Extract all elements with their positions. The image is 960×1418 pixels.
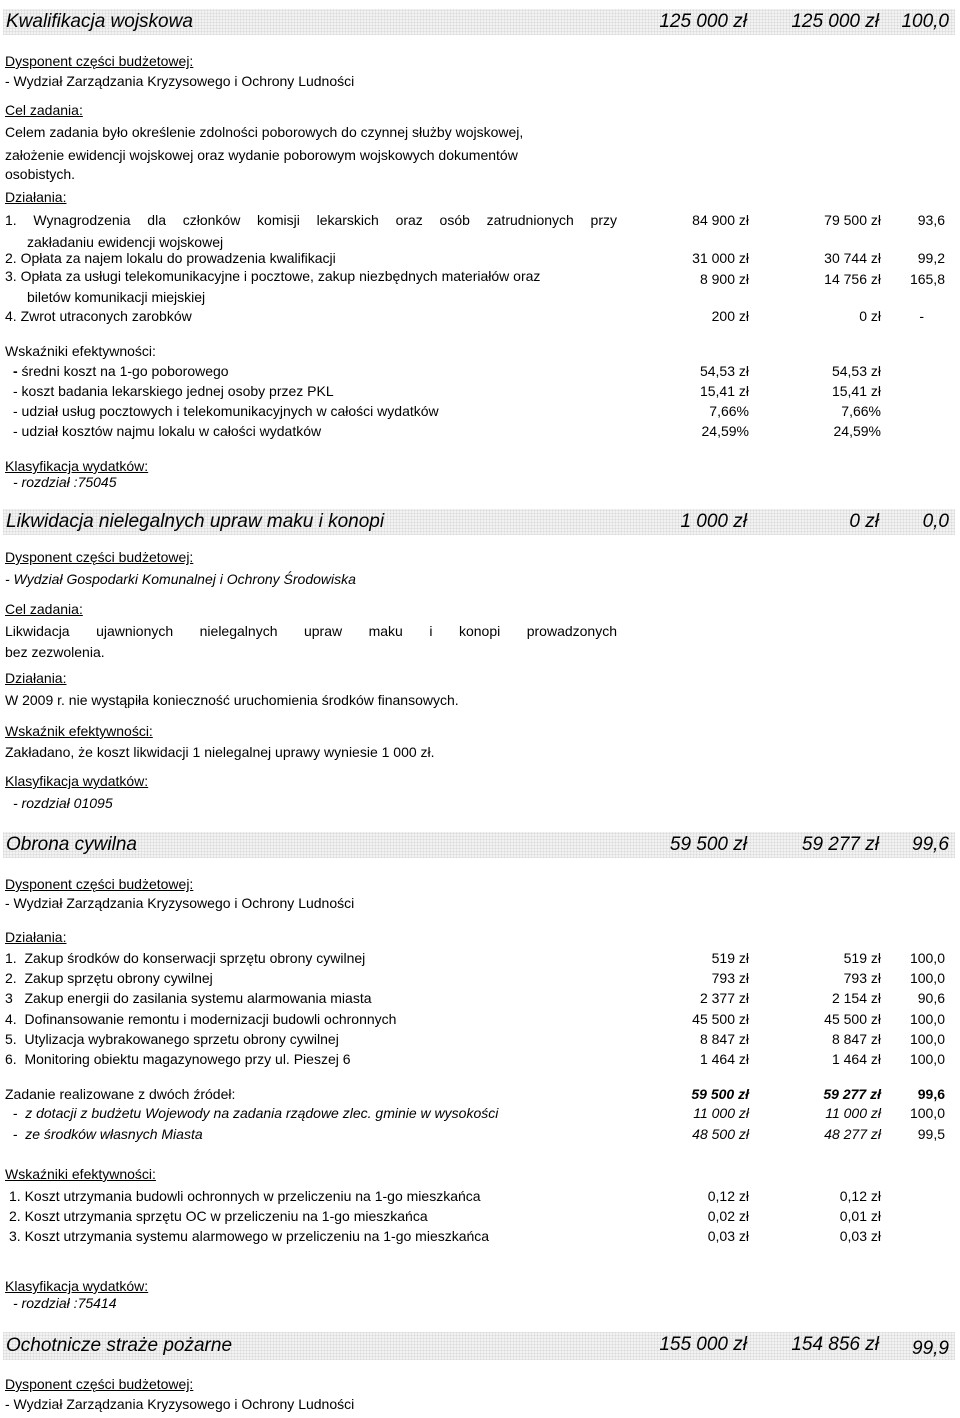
section-plan-amount: 1 000 zł	[680, 511, 747, 532]
indicator-executed: 7,66%	[841, 403, 881, 419]
funding-plan: 48 500 zł	[692, 1126, 749, 1142]
goal-line: założenie ewidencji wojskowej oraz wydanie poborowym wojskowych dokumentów	[5, 147, 518, 163]
action-executed: 79 500 zł	[824, 212, 881, 228]
indicator-plan: 0,02 zł	[707, 1208, 749, 1224]
action-plan: 45 500 zł	[692, 1011, 749, 1027]
indicator-plan: 15,41 zł	[699, 383, 749, 399]
indicators-label: Wskaźniki efektywności:	[5, 343, 156, 359]
indicator-dash: -	[13, 403, 18, 419]
indicator-executed: 0,03 zł	[839, 1228, 881, 1244]
action-plan: 1 464 zł	[699, 1051, 749, 1067]
indicator-plan: 0,03 zł	[707, 1228, 749, 1244]
goal-label: Cel zadania:	[5, 102, 83, 118]
actions-label: Działania:	[5, 929, 67, 945]
section-header-osp	[3, 1332, 955, 1360]
action-text: 3 Zakup energii do zasilania systemu alarmowania miasta	[5, 990, 372, 1006]
indicators-label: Wskaźniki efektywności:	[5, 1166, 156, 1182]
funding-plan: 11 000 zł	[693, 1105, 749, 1121]
funding-text: Zadanie realizowane z dwóch źródeł:	[5, 1086, 236, 1102]
classification-value: - rozdział :75414	[13, 1295, 117, 1311]
funding-executed: 59 277 zł	[823, 1086, 881, 1102]
action-percent: 100,0	[909, 1011, 945, 1027]
indicator-text: Zakładano, że koszt likwidacji 1 nielegalnej uprawy wyniesie 1 000 zł.	[5, 744, 435, 760]
indicator-plan: 7,66%	[709, 403, 749, 419]
action-percent: 100,0	[909, 970, 945, 986]
classification-label: Klasyfikacja wydatków:	[5, 1278, 149, 1294]
funding-executed: 11 000 zł	[825, 1105, 881, 1121]
action-text: 4. Zwrot utraconych zarobków	[5, 308, 192, 324]
actions-text: W 2009 r. nie wystąpiła konieczność uruchomienia środków finansowych.	[5, 692, 459, 708]
dysponent-value: - Wydział Zarządzania Kryzysowego i Ochrony Ludności	[5, 1396, 355, 1412]
indicator-text: średni koszt na 1-go poborowego	[17, 363, 229, 379]
indicator-text: 3. Koszt utrzymania systemu alarmowego w przeliczeniu na 1-go mieszkańca	[9, 1228, 490, 1244]
action-text: 5. Utylizacja wybrakowanego sprzetu obrony cywilnej	[5, 1031, 339, 1047]
classification-value: - rozdział :75045	[13, 474, 117, 490]
funding-percent: 99,5	[917, 1126, 945, 1142]
section-title: Ochotnicze straże pożarne	[6, 1335, 233, 1356]
action-text-cont: zakładaniu ewidencji wojskowej	[27, 234, 224, 250]
goal-line: Likwidacja ujawnionych nielegalnych upraw maku i konopi prowadzonych	[5, 623, 617, 639]
indicator-label: Wskaźnik efektywności:	[5, 723, 153, 739]
action-executed: 0 zł	[859, 308, 881, 324]
section-percent: 0,0	[922, 511, 949, 532]
indicator-dash: -	[13, 423, 18, 439]
funding-executed: 48 277 zł	[824, 1126, 881, 1142]
section-plan-amount: 59 500 zł	[669, 834, 747, 855]
action-percent: 165,8	[909, 271, 945, 287]
section-percent: 99,6	[912, 834, 949, 855]
goal-line: Celem zadania było określenie zdolności poborowych do czynnej służby wojskowej,	[5, 124, 524, 140]
action-text: 4. Dofinansowanie remontu i modernizacji budowli ochronnych	[5, 1011, 397, 1027]
section-header-kwalifikacja	[3, 9, 955, 35]
action-plan: 519 zł	[711, 950, 749, 966]
action-plan: 8 847 zł	[699, 1031, 749, 1047]
action-text: 2. Zakup sprzętu obrony cywilnej	[5, 970, 213, 986]
action-plan: 2 377 zł	[699, 990, 749, 1006]
goal-line: bez zezwolenia.	[5, 644, 105, 660]
section-plan-amount: 155 000 zł	[659, 1334, 747, 1355]
section-percent: 99,9	[912, 1338, 949, 1359]
action-executed: 519 zł	[843, 950, 881, 966]
indicator-text: 2. Koszt utrzymania sprzętu OC w przeliczeniu na 1-go mieszkańca	[9, 1208, 428, 1224]
indicator-executed: 24,59%	[833, 423, 881, 439]
action-plan: 84 900 zł	[692, 212, 749, 228]
action-plan: 200 zł	[711, 308, 749, 324]
dysponent-label: Dysponent części budżetowej:	[5, 549, 194, 565]
section-header-obrona-cywilna	[3, 832, 955, 858]
action-executed: 1 464 zł	[831, 1051, 881, 1067]
section-executed-amount: 125 000 zł	[791, 11, 879, 32]
action-executed: 14 756 zł	[824, 271, 881, 287]
action-text: 3. Opłata za usługi telekomunikacyjne i pocztowe, zakup niezbędnych materiałów oraz	[5, 268, 541, 284]
indicator-dash: -	[13, 383, 18, 399]
goal-label: Cel zadania:	[5, 601, 83, 617]
indicator-plan: 24,59%	[701, 423, 749, 439]
funding-text: - ze środków własnych Miasta	[5, 1126, 203, 1142]
action-text: 1. Wynagrodzenia dla członków komisji lekarskich oraz osób zatrudnionych przy	[5, 212, 617, 228]
dysponent-label: Dysponent części budżetowej:	[5, 1376, 194, 1392]
action-executed: 30 744 zł	[824, 250, 881, 266]
indicator-text: koszt badania lekarskiego jednej osoby przez PKL	[17, 383, 334, 399]
action-percent: -	[919, 308, 924, 324]
indicator-plan: 0,12 zł	[707, 1188, 749, 1204]
action-text-cont: biletów komunikacji miejskiej	[27, 289, 206, 305]
funding-plan: 59 500 zł	[691, 1086, 749, 1102]
action-percent: 100,0	[909, 1051, 945, 1067]
section-executed-amount: 0 zł	[849, 511, 879, 532]
indicator-text: udział kosztów najmu lokalu w całości wydatków	[17, 423, 322, 439]
action-plan: 31 000 zł	[692, 250, 749, 266]
action-executed: 8 847 zł	[831, 1031, 881, 1047]
funding-percent: 99,6	[917, 1086, 945, 1102]
funding-text: - z dotacji z budżetu Wojewody na zadania rządowe zlec. gminie w wysokości	[5, 1105, 499, 1121]
indicator-text: udział usług pocztowych i telekomunikacyjnych w całości wydatków	[17, 403, 439, 419]
action-executed: 793 zł	[843, 970, 881, 986]
action-plan: 8 900 zł	[699, 271, 749, 287]
action-percent: 100,0	[909, 1031, 945, 1047]
indicator-executed: 15,41 zł	[831, 383, 881, 399]
indicator-executed: 0,01 zł	[839, 1208, 881, 1224]
classification-label: Klasyfikacja wydatków:	[5, 773, 149, 789]
section-header-likwidacja	[3, 509, 955, 535]
dysponent-value: - Wydział Gospodarki Komunalnej i Ochrony Środowiska	[5, 571, 356, 587]
action-executed: 45 500 zł	[824, 1011, 881, 1027]
action-percent: 99,2	[917, 250, 945, 266]
indicator-executed: 54,53 zł	[831, 363, 881, 379]
section-percent: 100,0	[901, 11, 949, 32]
indicator-executed: 0,12 zł	[839, 1188, 881, 1204]
section-plan-amount: 125 000 zł	[659, 11, 747, 32]
action-percent: 100,0	[909, 950, 945, 966]
action-percent: 93,6	[917, 212, 945, 228]
action-text: 6. Monitoring obiektu magazynowego przy ul. Pieszej 6	[5, 1051, 351, 1067]
action-executed: 2 154 zł	[831, 990, 881, 1006]
classification-label: Klasyfikacja wydatków:	[5, 458, 149, 474]
dysponent-value: - Wydział Zarządzania Kryzysowego i Ochrony Ludności	[5, 895, 355, 911]
action-text: 2. Opłata za najem lokalu do prowadzenia kwalifikacji	[5, 250, 336, 266]
action-text: 1. Zakup środków do konserwacji sprzętu obrony cywilnej	[5, 950, 366, 966]
action-plan: 793 zł	[711, 970, 749, 986]
section-executed-amount: 154 856 zł	[791, 1334, 879, 1355]
dysponent-value: - Wydział Zarządzania Kryzysowego i Ochrony Ludności	[5, 73, 355, 89]
actions-label: Działania:	[5, 670, 67, 686]
indicator-text: 1. Koszt utrzymania budowli ochronnych w przeliczeniu na 1-go mieszkańca	[9, 1188, 481, 1204]
action-percent: 90,6	[917, 990, 945, 1006]
dysponent-label: Dysponent części budżetowej:	[5, 53, 194, 69]
section-title: Likwidacja nielegalnych upraw maku i konopi	[6, 511, 385, 532]
section-title: Kwalifikacja wojskowa	[6, 11, 193, 32]
section-executed-amount: 59 277 zł	[801, 834, 879, 855]
actions-label: Działania:	[5, 189, 67, 205]
goal-line: osobistych.	[5, 166, 76, 182]
funding-percent: 100,0	[909, 1105, 945, 1121]
section-title: Obrona cywilna	[6, 834, 137, 855]
indicator-dash: -	[13, 363, 18, 379]
indicator-plan: 54,53 zł	[699, 363, 749, 379]
classification-value: - rozdział 01095	[13, 795, 113, 811]
dysponent-label: Dysponent części budżetowej:	[5, 876, 194, 892]
